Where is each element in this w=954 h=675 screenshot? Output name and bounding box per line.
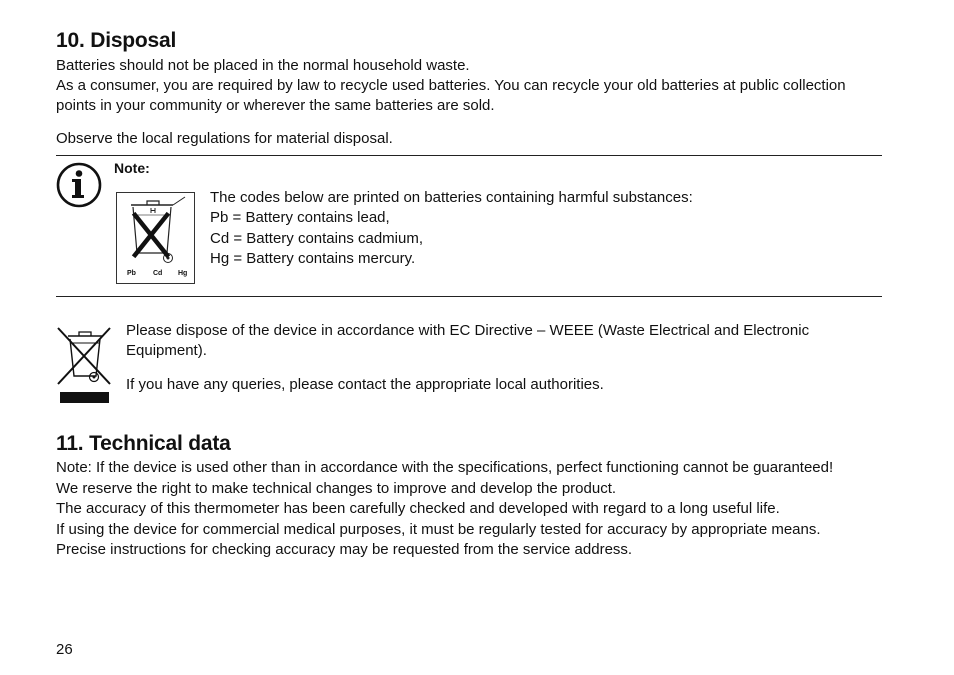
battery-disposal-symbol <box>116 192 195 284</box>
info-icon <box>56 162 102 213</box>
page-number: 26 <box>56 641 73 658</box>
disposal-paragraph-2-line-2: points in your community or wherever the same batteries are sold. <box>56 97 495 114</box>
note-label: Note: <box>114 160 150 176</box>
note-code-hg: Hg = Battery contains mercury. <box>210 250 416 267</box>
technical-line-4: If using the device for commercial medical purposes, it must be regularly tested for accuracy by appropriate means. <box>56 521 821 538</box>
note-code-pb: Pb = Battery contains lead, <box>210 209 390 226</box>
technical-line-2: We reserve the right to make technical changes to improve and develop the product. <box>56 480 617 497</box>
disposal-paragraph-3: Observe the local regulations for material disposal. <box>56 130 393 147</box>
note-top-rule <box>56 155 882 156</box>
technical-data-heading: 11. Technical data <box>56 432 231 455</box>
disposal-paragraph-2-line-1: As a consumer, you are required by law to recycle used batteries. You can recycle your old batteries at public collection <box>56 77 846 94</box>
disposal-paragraph-1: Batteries should not be placed in the normal household waste. <box>56 57 470 74</box>
symbol-label-cd: Cd <box>153 270 163 277</box>
technical-line-1: Note: If the device is used other than in accordance with the specifications, perfect functioning cannot be guaranteed! <box>56 459 834 476</box>
weee-line-3: If you have any queries, please contact the appropriate local authorities. <box>126 376 604 393</box>
symbol-label-hg: Hg <box>178 270 188 277</box>
disposal-heading: 10. Disposal <box>56 29 177 52</box>
weee-line-1: Please dispose of the device in accordance with EC Directive – WEEE (Waste Electrical and Electronic <box>126 322 810 339</box>
note-intro: The codes below are printed on batteries containing harmful substances: <box>210 189 693 206</box>
weee-line-2: Equipment). <box>126 342 207 359</box>
symbol-label-pb: Pb <box>127 270 136 277</box>
technical-line-3: The accuracy of this thermometer has been carefully checked and developed with regard to a long useful life. <box>56 500 780 517</box>
technical-line-5: Precise instructions for checking accuracy may be requested from the service address. <box>56 541 633 558</box>
note-code-cd: Cd = Battery contains cadmium, <box>210 230 424 247</box>
note-bottom-rule <box>56 296 882 297</box>
weee-bin-icon <box>56 324 114 411</box>
